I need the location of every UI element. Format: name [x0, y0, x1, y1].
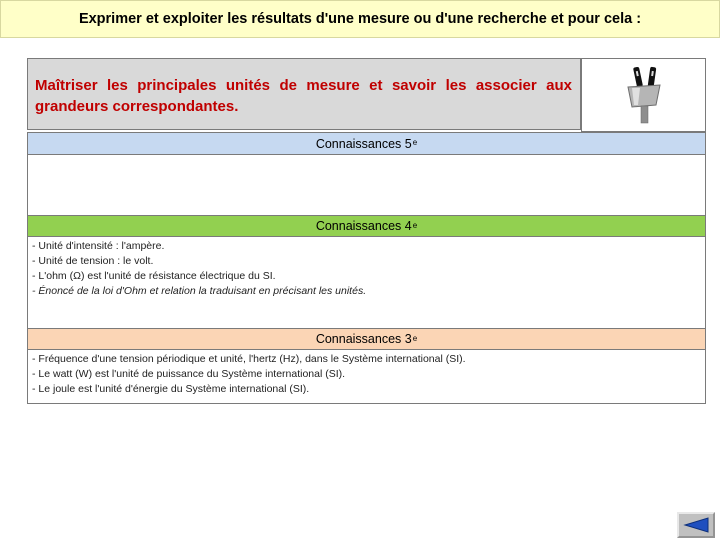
- objective-illustration: [581, 58, 706, 132]
- list-item: - L'ohm (Ω) est l'unité de résistance électrique du SI.: [32, 270, 276, 282]
- page-title: Exprimer et exploiter les résultats d'une mesure ou d'une recherche et pour cela :: [0, 0, 720, 38]
- list-item: - Le watt (W) est l'unité de puissance du Système international (SI).: [32, 368, 346, 380]
- section-content-5e: [28, 155, 705, 215]
- section-label: Connaissances 5: [315, 136, 412, 151]
- back-arrow-icon: [682, 516, 710, 534]
- list-item: - Fréquence d'une tension périodique et unité, l'hertz (Hz), dans le Système international (SI).: [32, 353, 466, 365]
- list-item: - Le joule est l'unité d'énergie du Système international (SI).: [32, 383, 310, 395]
- list-item: - Unité de tension : le volt.: [32, 255, 154, 267]
- back-button[interactable]: [677, 512, 715, 538]
- objective-statement: Maîtriser les principales unités de mesure et savoir les associer aux grandeurs correspondantes.: [27, 58, 581, 130]
- list-item: - Énoncé de la loi d'Ohm et relation la traduisant en précisant les unités.: [32, 285, 367, 297]
- section-label: Connaissances 4: [315, 219, 412, 233]
- section-suffix: e: [412, 220, 418, 230]
- plug-icon: [620, 65, 668, 125]
- section-suffix: e: [412, 333, 418, 343]
- section-content-3e: [28, 350, 705, 403]
- section-suffix: e: [412, 138, 418, 147]
- knowledge-table: [27, 132, 706, 404]
- section-content-4e: [28, 237, 705, 328]
- section-header-4e: [28, 215, 705, 237]
- list-item: - Unité d'intensité : l'ampère.: [32, 240, 165, 252]
- section-label: Connaissances 3: [315, 332, 412, 346]
- section-header-3e: [28, 328, 705, 350]
- section-header-5e: [28, 133, 705, 155]
